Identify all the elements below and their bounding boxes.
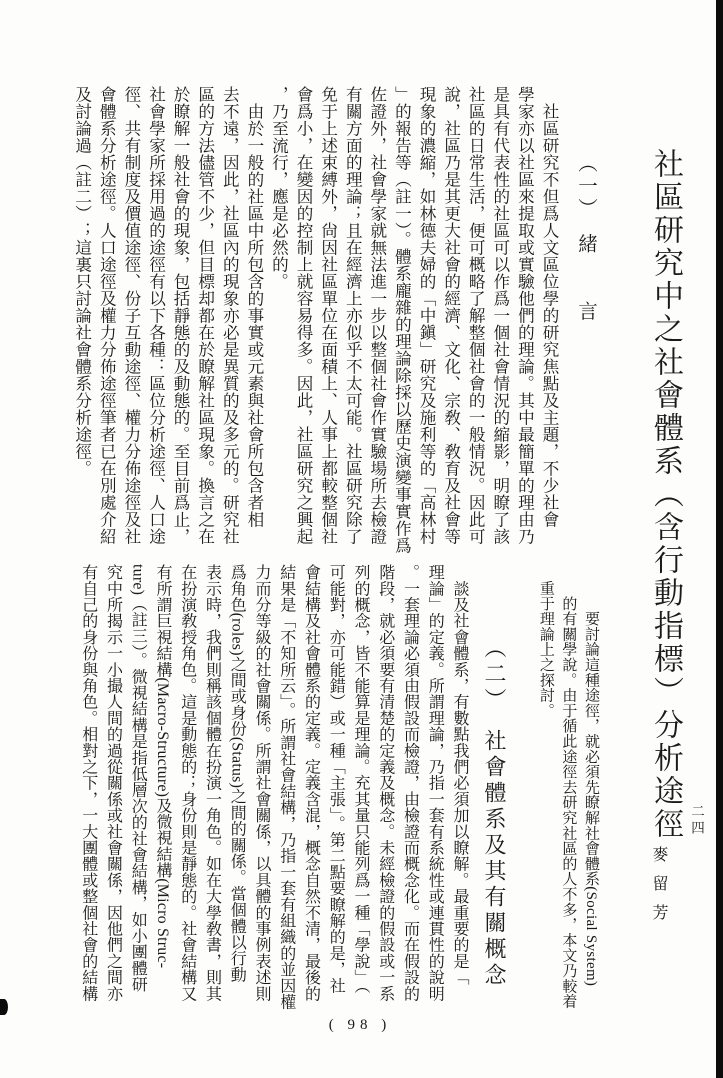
author-name: 麥留芳 <box>650 846 667 933</box>
text-column: 。一套理論必須由假設而檢證，由檢證而概念化。而在假設的 <box>401 564 419 1002</box>
text-column: 究中所揭示一小撮人間的過從關係或社會關係，因他們之間亦 <box>104 564 122 1002</box>
text-column: 免于上述束縛外，尙因社區單位在面積上、人事上都較整個社 <box>318 86 338 545</box>
article-title: 社區研究中之社會體系（含行動指標）分析途徑 <box>649 148 682 841</box>
text-column: ，乃至流行，應是必然的。 <box>269 86 289 290</box>
text-column: ture)（註三）。微視結構是指低層次的社會結構，如小團體研 <box>129 564 147 993</box>
text-column: 力而分等級的社會關係。所謂社會關係，以具體的事例表述則 <box>253 564 270 1002</box>
text-column: 社會學家所採用過的途徑有以下各種：區位分析途徑、人口途 <box>146 86 166 545</box>
text-column: 社區的日常生活，便可概略了解整個社會的一般情況。因此可 <box>466 86 486 545</box>
text-column: 理論」的定義。所謂理論，乃指一套有系統性或連貫性的說明 <box>426 564 444 1002</box>
section-1-heading: （一） 緒 言 <box>575 153 596 324</box>
text-column: 是具有代表性的社區可以作爲一個社會情況的縮影，明瞭了該 <box>490 86 510 545</box>
bottom-register-text-block <box>75 564 471 1020</box>
text-column: 有自己的身份與角色。相對之下，一大團體或整個社會的結構 <box>79 564 97 1002</box>
text-column: 說，社區乃是其更大社會的經濟、文化、宗敎、敎育及社會等 <box>441 86 461 545</box>
text-column: 有所謂巨視結構(Macro-Structure)及微視結構(Micro Struc- <box>154 564 171 969</box>
text-column: 列的概念，皆不能算是理論。充其量只能列爲一種「學說」（ <box>352 564 369 994</box>
text-column: 區的方法儘管不少，但目標却都在於瞭解社區現象。換言之在 <box>195 86 215 545</box>
text-column: 可能對，亦可能錯）或一種「主張」。第二點要瞭解的是，社 <box>327 564 345 994</box>
text-column: 會體系分析途徑。人口途徑及權力分佈途徑筆者已在別處介紹 <box>97 86 117 545</box>
text-column: 階段，就必須要有清楚的定義及概念。未經檢證的假設或一系 <box>376 564 394 1002</box>
text-column: 的有關學說。由于循此途徑去研究社區的人不多，本文乃較着 <box>560 565 577 1009</box>
abstract-text-block <box>534 565 602 1017</box>
text-column: 重于理論上之探討。 <box>537 565 554 718</box>
text-column: 會爲小，在變因的控制上就容易得多。因此，社區研究之興起 <box>294 86 314 545</box>
text-column: 要討論這種途徑，就必須先瞭解社會體系(Social System) <box>583 565 599 987</box>
text-column: 表示時，我們則稱該個體在扮演一角色。如在大學敎書，則其 <box>203 564 221 1002</box>
text-column: 有關方面的理論；且在經濟上亦似乎不太可能。社區研究除了 <box>343 86 363 545</box>
text-column: 於瞭解一般社會的現象，包括靜態的及動態的。至目前爲止， <box>171 86 191 545</box>
text-column: 會結構及社會體系的定義。定義含混，概念自然不清，最後的 <box>302 564 320 1002</box>
text-column: 學家亦以社區來提取或實驗他們的理論。其中最簡單的理由乃 <box>515 86 535 545</box>
folio-number-bottom: ( 98 ) <box>328 1017 392 1033</box>
top-register-text-block <box>69 86 561 564</box>
text-column: 結果是「不知所云」。所謂社會結構，乃指一套有組織的並因權 <box>277 564 295 1010</box>
text-column: 社區研究不但爲人文區位學的研究焦點及主題，不少社會 <box>540 86 559 528</box>
text-column: 談及社會體系，有數點我們必須加以瞭解。最重要的是「 <box>451 564 468 986</box>
text-column: 去不遠，因此，社區內的現象亦必是異質的及多元的。研究社 <box>220 86 240 545</box>
text-column: 由於一般的社區中所包含的事實或元素與社會所包含者相 <box>244 86 264 528</box>
text-column: 」的報告等（註一）。體系龐雜的理論除採以歷史演變事實作爲 <box>392 86 412 554</box>
text-column: 佐證外，社會學家就無法進一步以整個社會作實驗場所去檢證 <box>367 86 387 545</box>
text-column: 在扮演敎授角色。這是動態的；身份則是靜態的。社會結構又 <box>178 564 196 1002</box>
text-column: 現象的濃縮，如林德夫婦的「中鎭」研究及施利等的「高林村 <box>417 86 437 545</box>
text-column: 爲角色(roles)之間或身份(Status)之間的關係。當個體以行動 <box>228 564 246 983</box>
section-2-heading: （二） 社會體系及其有關概念 <box>482 636 507 989</box>
text-column: 及討論過（註二）；這裏只討論社會體系分析途徑。 <box>72 86 92 477</box>
text-column: 徑、共有制度及價值途徑、份子互動途徑、權力分佈途徑及社 <box>121 86 141 545</box>
folio-number-right: 二四 <box>689 804 704 837</box>
scan-edge-shadow-right <box>716 0 723 1078</box>
scan-speck-left <box>0 999 8 1015</box>
